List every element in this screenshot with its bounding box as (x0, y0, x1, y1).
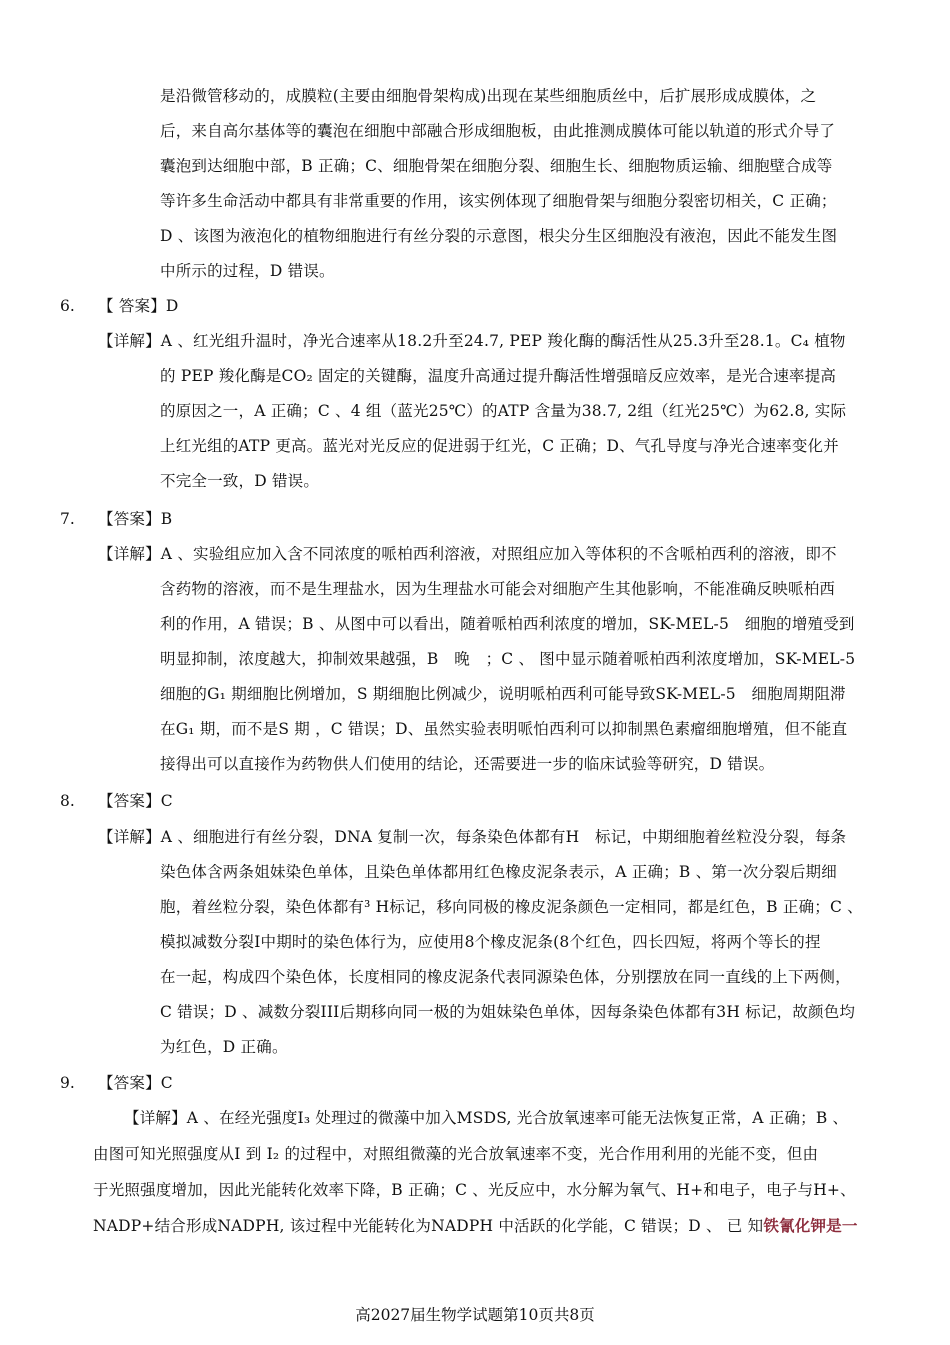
q6-line-5: 不完全一致，D 错误。 (160, 472, 320, 490)
q8-line-1: 【详解】A 、细胞进行有丝分裂，DNA 复制一次，每条染色体都有H 标记，中期细胞着丝粒没分裂，每条 (98, 828, 847, 846)
q9-line-4-text: NADP+结合形成NADPH, 该过程中光能转化为NADPH 中活跃的化学能，C 错误；D 、 已 知 (93, 1217, 764, 1235)
q8-line-7: 为红色，D 正确。 (160, 1038, 288, 1056)
q8-answer: 【答案】C (98, 792, 173, 810)
q7-line-3: 利的作用，A 错误；B 、从图中可以看出，随着哌柏西利浓度的增加，SK-MEL-5 细胞的增殖受到 (160, 615, 855, 633)
q7-line-6: 在G₁ 期，而不是S 期 ，C 错误；D、虽然实验表明哌怕西利可以抑制黑色素瘤细胞增殖，但不能直 (160, 720, 848, 738)
q7-line-7: 接得出可以直接作为药物供人们使用的结论，还需要进一步的临床试验等研究，D 错误。 (160, 755, 775, 773)
intro-line-6: 中所示的过程，D 错误。 (160, 262, 335, 280)
q7-line-2: 含药物的溶液，而不是生理盐水，因为生理盐水可能会对细胞产生其他影响，不能准确反映哌柏西 (160, 580, 836, 598)
q8-line-6: C 错误；D 、减数分裂III后期移向同一极的为姐妹染色单体，因每条染色体都有3H 标记，故颜色均 (160, 1003, 856, 1021)
intro-line-4: 等许多生命活动中都具有非常重要的作用，该实例体现了细胞骨架与细胞分裂密切相关，C 正确； (160, 192, 837, 210)
q6-line-3: 的原因之一，A 正确；C 、4 组（蓝光25℃）的ATP 含量为38.7, 2组（红光25℃）为62.8, 实际 (160, 402, 847, 420)
q9-number: 9. (60, 1074, 75, 1092)
q8-line-3: 胞，着丝粒分裂，染色体都有³ H标记，移向同极的橡皮泥条颜色一定相同，都是红色，B 正确；C 、 (160, 898, 863, 916)
q6-line-2: 的 PEP 羧化酶是CO₂ 固定的关键酶，温度升高通过提升酶活性增强暗反应效率，是光合速率提高 (160, 367, 837, 385)
intro-line-5: D 、该图为液泡化的植物细胞进行有丝分裂的示意图，根尖分生区细胞没有液泡，因此不能发生图 (160, 227, 838, 245)
q6-line-1: 【详解】A 、红光组升温时，净光合速率从18.2升至24.7, PEP 羧化酶的酶活性从25.3升至28.1。C₄ 植物 (98, 332, 846, 350)
q7-line-4: 明显抑制，浓度越大，抑制效果越强，B 晚 ；C 、 图中显示随着哌柏西利浓度增加，SK-MEL-5 (160, 650, 856, 668)
q9-line-4-highlight: 铁氰化钾是一 (763, 1216, 858, 1235)
q7-answer: 【答案】B (98, 510, 173, 528)
q8-number: 8. (60, 792, 75, 810)
page-footer: 高2027届生物学试题第10页共8页 (355, 1306, 595, 1324)
q9-line-4 (93, 1216, 858, 1236)
q7-line-1: 【详解】A 、实验组应加入含不同浓度的哌柏西利溶液，对照组应加入等体积的不含哌柏西利的溶液，即不 (98, 545, 837, 563)
q9-line-2: 由图可知光照强度从I 到 I₂ 的过程中，对照组微藻的光合放氧速率不变，光合作用利用的光能不变，但由 (93, 1145, 819, 1163)
q8-line-5: 在一起，构成四个染色体，长度相同的橡皮泥条代表同源染色体，分别摆放在同一直线的上下两侧， (160, 968, 851, 986)
q9-line-3: 于光照强度增加，因此光能转化效率下降，B 正确；C 、光反应中，水分解为氧气、H+和电子，电子与H+、 (93, 1181, 856, 1199)
q8-line-2: 染色体含两条姐妹染色单体，且染色单体都用红色橡皮泥条表示，A 正确；B 、第一次分裂后期细 (160, 863, 837, 881)
q9-answer: 【答案】C (98, 1074, 173, 1092)
intro-line-3: 囊泡到达细胞中部，B 正确；C、细胞骨架在细胞分裂、细胞生长、细胞物质运输、细胞壁合成等 (160, 157, 833, 175)
q6-number: 6. (60, 297, 75, 315)
intro-line-1: 是沿微管移动的，成膜粒(主要由细胞骨架构成)出现在某些细胞质丝中，后扩展形成成膜体，之 (160, 87, 817, 105)
q7-line-5: 细胞的G₁ 期细胞比例增加，S 期细胞比例减少，说明哌柏西利可能导致SK-MEL-5 细胞周期阻滞 (160, 685, 846, 703)
q6-line-4: 上红光组的ATP 更高。蓝光对光反应的促进弱于红光，C 正确；D、气孔导度与净光合速率变化并 (160, 437, 839, 455)
q8-line-4: 模拟减数分裂I中期时的染色体行为，应使用8个橡皮泥条(8个红色，四长四短，将两个等长的捏 (160, 933, 821, 951)
q9-line-1: 【详解】A 、在经光强度I₃ 处理过的微藻中加入MSDS, 光合放氧速率可能无法恢复正常，A 正确；B 、 (124, 1109, 849, 1127)
intro-line-2: 后，来自高尔基体等的囊泡在细胞中部融合形成细胞板，由此推测成膜体可能以轨道的形式介导了 (160, 122, 836, 140)
q7-number: 7. (60, 510, 75, 528)
q6-answer: 【 答案】D (98, 297, 179, 315)
